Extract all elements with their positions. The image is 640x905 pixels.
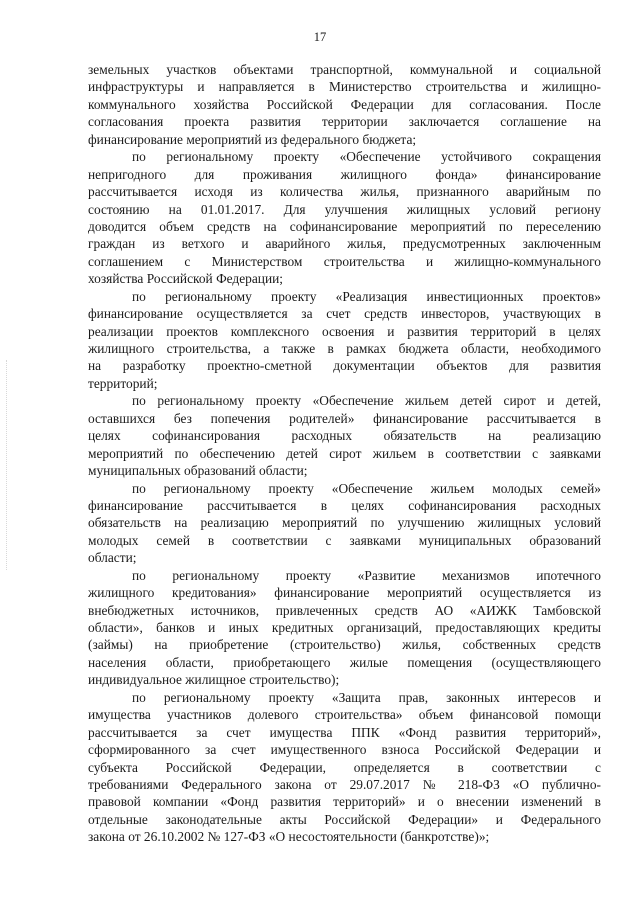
text-line: правовой компании «Фонд развития территорий» и о внесении изменений в (88, 794, 601, 810)
text-line: граждан из ветхого и аварийного жилья, предусмотренных заключенным (88, 236, 601, 252)
text-line: закона от 26.10.2002 № 127-ФЗ «О несостоятельности (банкротстве)»; (88, 829, 490, 845)
body-text (88, 61, 601, 846)
text-line: по региональному проекту «Обеспечение жильем детей сирот и детей, (132, 393, 601, 409)
text-line: финансирование осуществляется за счет средств инвесторов, участвующих в (88, 306, 601, 322)
text-line: реализации проектов комплексного освоения и развития территорий в целях (88, 323, 601, 339)
text-line: рассчитывается за счет имущества ППК «Фонд развития территорий», (88, 724, 601, 740)
text-line: согласования проекта развития территории заключается соглашение на (88, 114, 601, 130)
text-line: по региональному проекту «Обеспечение устойчивого сокращения (132, 149, 601, 165)
text-line: целях софинансирования расходных обязательств на реализацию (88, 428, 601, 444)
text-line: имущества участников долевого строительства» объем финансовой помощи (88, 707, 601, 723)
text-line: обязательств на реализацию мероприятий по улучшению жилищных условий (88, 515, 601, 531)
text-line: финансирование рассчитывается в целях софинансирования расходных (88, 497, 601, 513)
text-line: по региональному проекту «Защита прав, законных интересов и (132, 689, 601, 705)
text-line: области; (88, 550, 137, 566)
text-line: территорий; (88, 375, 158, 391)
text-line: хозяйства Российской Федерации; (88, 271, 284, 287)
text-line: отдельные законодательные акты Российской Федерации» и Федерального (88, 811, 601, 827)
text-line: индивидуальное жилищное строительство); (88, 672, 340, 688)
text-line: по региональному проекту «Реализация инвестиционных проектов» (132, 288, 601, 304)
text-line: по региональному проекту «Обеспечение жильем молодых семей» (132, 480, 601, 496)
text-line: населения области, приобретающего жилые помещения (осуществляющего (88, 654, 601, 670)
text-line: непригодного для проживания жилищного фонда» финансирование (88, 166, 601, 182)
scan-margin-marks (6, 360, 11, 570)
text-line: жилищного кредитования» финансирование мероприятий осуществляется из (88, 585, 601, 601)
text-line: соглашением с Министерством строительства и жилищно-коммунального (88, 253, 601, 269)
text-line: финансирование мероприятий из федерального бюджета; (88, 131, 417, 147)
text-line: состоянию на 01.01.2017. Для улучшения жилищных условий региону (88, 201, 601, 217)
text-line: земельных участков объектами транспортной, коммунальной и социальной (88, 62, 601, 77)
text-line: сформированного за счет имущественного взноса Российской Федерации и (88, 742, 601, 758)
text-line: внебюджетных источников, привлеченных средств АО «АИЖК Тамбовской (88, 602, 601, 618)
text-line: субъекта Российской Федерации, определяется в соответствии с (88, 759, 601, 775)
text-line: мероприятий по обеспечению детей сирот жильем в соответствии с заявками (88, 445, 601, 461)
text-line: инфраструктуры и направляется в Министерство строительства и жилищно- (88, 79, 601, 95)
text-line: на разработку проектно-сметной документации объектов для развития (88, 358, 601, 374)
text-line: оставшихся без попечения родителей» финансирование рассчитывается в (88, 410, 601, 426)
text-line: рассчитывается исходя из количества жилья, признанного аварийным по (88, 184, 601, 200)
text-line: по региональному проекту «Развитие механизмов ипотечного (132, 567, 601, 583)
text-line: (займы) на приобретение (строительство) жилья, собственных средств (88, 637, 601, 653)
page-number: 17 (313, 30, 327, 44)
text-line: жилищного строительства, а также в рамках бюджета области, необходимого (88, 341, 601, 356)
text-line: коммунального хозяйства Российской Федерации для согласования. После (88, 96, 601, 112)
text-line: области», банков и иных кредитных организаций, предоставляющих кредиты (88, 620, 601, 635)
text-line: требованиями Федерального закона от 29.07.2017 № 218-ФЗ «О публично- (88, 776, 601, 792)
text-line: муниципальных образований области; (88, 463, 308, 479)
text-line: молодых семей в соответствии с заявками муниципальных образований (88, 532, 601, 548)
text-line: доводится объем средств на софинансирование мероприятий по переселению (88, 218, 601, 234)
